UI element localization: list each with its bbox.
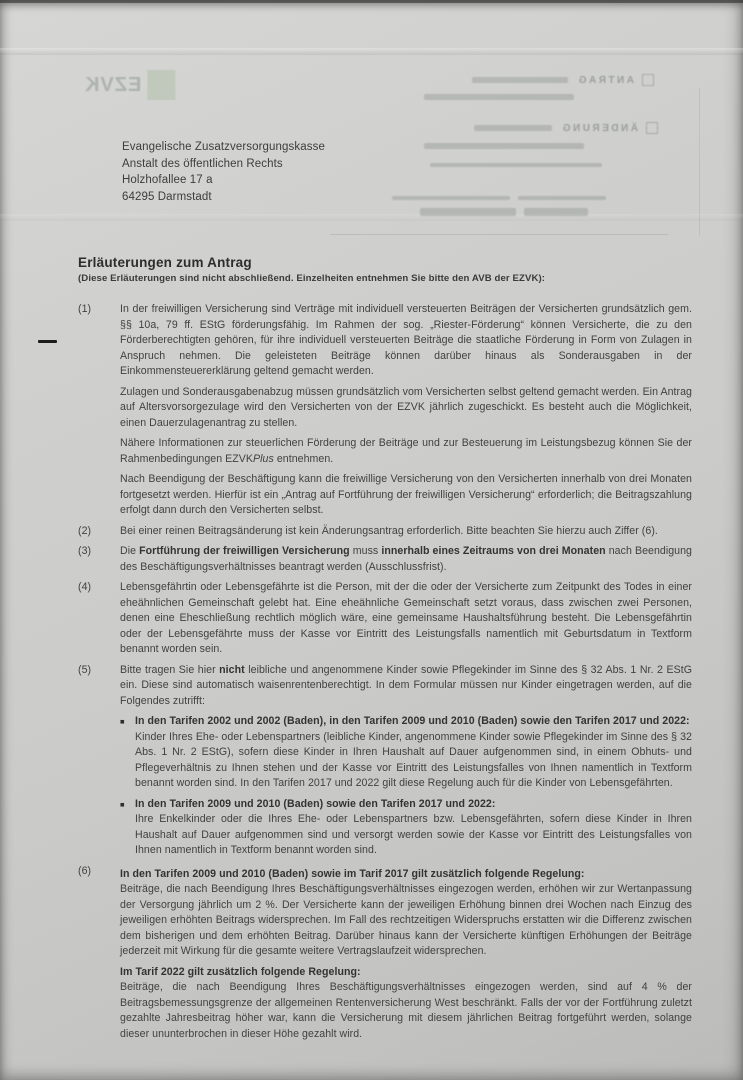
text-run: Bei einer reinen Beitragsänderung ist kein Änderungsantrag erforderlich. Bitte beachten Sie hierzu auch Ziffer (6). xyxy=(120,524,658,537)
explanation-item xyxy=(78,524,692,545)
bleed-line-aenderung xyxy=(390,122,658,134)
text-run: Fortführung der freiwilligen Versicherung xyxy=(139,545,350,557)
bullet-heading xyxy=(135,714,692,730)
text-run: entnehmen. xyxy=(273,452,334,465)
sender-line: Holzhofallee 17 a xyxy=(122,174,213,186)
item-body xyxy=(120,864,692,1048)
text-run: Kinder Ihres Ehe- oder Lebenspartners (leibliche Kinder, angenommene Kinder sowie Pflegekinder im Sinne des § 32 Abs. 1 Nr. 2 EStG), sofern diese Kinder in Ihren Haushalt auf Dauer aufgenommen sind, in einem Obhuts- und Pflegeverhältnis zu Ihnen stehen und der Kasse vor Eintritt des Leistungsfalles von Ihnen namentlich in Textform benannt worden sind. In den Tarifen 2017 und 2022 gilt diese Regelung auch für die Kinder von Lebensgefährten. xyxy=(135,730,692,789)
logo-square-icon xyxy=(147,70,175,100)
text-run: nicht xyxy=(219,663,245,676)
paragraph xyxy=(120,472,692,519)
paragraph xyxy=(120,302,692,380)
text-run: leibliche und angenommene Kinder sowie Pflegekinder im Sinne des § 32 Abs. 1 Nr. 2 EStG ein. Diese sind automatisch waisenrentenberechtigt. In dem Formular müssen nur Kinder eingetragen werden, auf die Folgendes zutrifft: xyxy=(120,663,692,707)
text-run: Beiträge, die nach Beendigung Ihres Beschäftigungsverhältnisses eingezogen werden, erhöhen wir zur Wertanpassung der Versorgung jährlich um 2 %. Der Versicherte kann der jeweiligen Erhöhung binnen drei Wochen nach Einzug des jeweiligen erhöhten Beitrags widersprechen. Im Fall des rechtzeitigen Widerspruchs erstatten wir die Differenz zwischen dem bisherigen und dem erhöhten Beitrag. Darüber hinaus kann der Versicherte künftigen Erhöhungen der Beiträge jederzeit mit Wirkung für die gesamte weitere Vertragslaufzeit widersprechen. xyxy=(120,883,692,957)
bleed-blur-bar xyxy=(424,143,584,149)
bleed-blur-bar xyxy=(392,196,510,200)
bullet-text xyxy=(135,730,692,792)
bullet-item xyxy=(120,714,692,792)
explanation-item xyxy=(78,864,692,1048)
bullet-item xyxy=(120,797,692,859)
bullet-heading xyxy=(135,797,692,813)
text-run: In den Tarifen 2009 und 2010 (Baden) sowie im Tarif 2017 gilt zusätzlich folgende Regelung: xyxy=(120,867,585,880)
paragraph xyxy=(120,663,692,710)
item-number: (1) xyxy=(78,303,92,315)
bleed-word-aenderung: ÄNDERUNG xyxy=(560,122,638,134)
item-body xyxy=(120,544,692,580)
text-run: Die xyxy=(120,545,140,557)
bleed-form-labels xyxy=(392,196,606,200)
bullet-square-icon: ■ xyxy=(120,799,125,809)
paragraph xyxy=(120,980,692,1042)
ezvk-logo-bleed-through xyxy=(84,70,175,100)
explanation-item xyxy=(78,663,692,864)
bleed-form-rule xyxy=(330,234,668,235)
explanations-list xyxy=(78,302,692,1047)
bleed-blur-bar xyxy=(424,94,574,100)
explanation-item xyxy=(78,544,692,580)
item-number: (2) xyxy=(78,524,92,537)
paper-top-edge xyxy=(0,0,743,3)
bleed-line xyxy=(430,163,602,167)
paragraph xyxy=(120,436,692,467)
explanation-item xyxy=(78,302,692,524)
logo-text: EZVK xyxy=(84,73,142,96)
fold-crease xyxy=(0,48,743,55)
bleed-line xyxy=(424,143,584,149)
sender-line: Evangelische Zusatzversorgungskasse xyxy=(122,141,325,153)
text-run: Beiträge, die nach Beendigung Ihres Beschäftigungsverhältnisses eingezogen werden, sind auf 4 % der Beitragsbemessungsgrenze der allgemeinen Rentenversicherung West beschränkt. Falls der vor der Fortführung zuletzt gezahlte Jahresbeitrag höher war, kann die Versicherung mit diesem jährlichen Beitrag fortgeführt werden, solange dieser ununterbrochen in dieser Höhe gezahlt wird. xyxy=(120,981,692,1040)
paragraph xyxy=(120,867,692,883)
paragraph xyxy=(120,544,692,575)
paragraph xyxy=(120,385,692,432)
title-block xyxy=(78,255,678,284)
bleed-blur-bar xyxy=(518,196,606,200)
sender-line: 64295 Darmstadt xyxy=(122,190,212,203)
item-body xyxy=(120,524,692,545)
item-body xyxy=(120,580,692,663)
text-run: nach Beendigung des Beschäftigungsverhältnisses beantragt werden (Ausschlussfrist). xyxy=(120,545,693,573)
bullet-content xyxy=(135,714,692,792)
text-run: Ihre Enkelkinder oder die Ihres Ehe- oder Lebenspartners bzw. Lebensgefährten, sofern diese Kinder in Ihren Haushalt auf Dauer aufgenommen sind und versorgt werden sowie der Kasse vor Eintritt des Leistungsfalles von Ihnen namentlich in Textform benannt worden sind. xyxy=(135,813,692,856)
text-run: Bitte tragen Sie hier xyxy=(120,663,220,676)
page-title: Erläuterungen zum Antrag xyxy=(78,255,252,270)
text-run: Plus xyxy=(253,452,274,465)
bleed-checkbox-outline xyxy=(646,122,658,134)
item-number: (5) xyxy=(78,663,92,676)
text-run: Nach Beendigung der Beschäftigung kann die freiwillige Versicherung von den Versicherten innerhalb von drei Monaten fortgesetzt werden. Hierfür ist ein „Antrag auf Fortführung der freiwilligen Versicherung“ erforderlich; die Beitragszahlung erfolgt dann durch den Versicherten selbst. xyxy=(120,473,692,516)
paragraph xyxy=(120,580,692,658)
bleed-blur-bar xyxy=(472,77,568,83)
text-run: In den Tarifen 2009 und 2010 (Baden) sowie den Tarifen 2017 und 2022: xyxy=(135,797,496,810)
bleed-line-antrag xyxy=(392,74,654,86)
bleed-blur-bar xyxy=(430,163,602,167)
sender-line: Anstalt des öffentlichen Rechts xyxy=(122,157,283,170)
paragraph xyxy=(120,524,692,540)
paragraph xyxy=(120,882,692,960)
item-body xyxy=(120,663,692,864)
item-number: (4) xyxy=(78,581,92,593)
text-run: In der freiwilligen Versicherung sind Verträge mit individuell versteuerten Beiträgen der Versicherten grundsätzlich gem. §§ 10a, 79 ff. EStG förderungsfähig. Im Rahmen der sog. „Riester-Förderung“ können Versicherte, die zu den Förderberechtigten gehören, für ihre individuell versteuerten Beiträge die staatliche Förderung in Form von Zulagen in Anspruch nehmen. Die geleisteten Beiträge können darüber hinaus als Sonderausgaben in der Einkommensteuererklärung geltend gemacht werden. xyxy=(120,303,692,377)
text-run: Zulagen und Sonderausgabenabzug müssen grundsätzlich vom Versicherten selbst geltend gemacht werden. Ein Antrag auf Altersvorsorgezulage wird den Versicherten von der EZVK jährlich zugeschickt. Es besteht auch die Möglichkeit, einen Dauerzulagenantrag zu stellen. xyxy=(120,385,692,429)
bullet-content xyxy=(135,797,692,859)
bullet-text xyxy=(135,812,692,859)
sender-address-block xyxy=(122,139,325,205)
bullet-square-icon: ■ xyxy=(120,717,125,726)
margin-fold-mark xyxy=(38,340,57,343)
text-run: muss xyxy=(349,545,382,557)
text-run: In den Tarifen 2002 und 2002 (Baden), in den Tarifen 2009 und 2010 (Baden) sowie den Tarifen 2017 und 2022: xyxy=(135,715,690,727)
text-run: Nähere Informationen zur steuerlichen Förderung der Beiträge und zur Besteuerung im Leistungsbezug können Sie der Rahmenbedingungen EZVK xyxy=(120,437,692,465)
bleed-blur-bar xyxy=(474,125,552,131)
explanation-item xyxy=(78,580,692,663)
bleed-word-antrag: ANTRAG xyxy=(576,74,634,86)
text-run: Lebensgefährtin oder Lebensgefährte ist die Person, mit der die oder der Versicherte zum Zeitpunkt des Todes in einer eheähnlichen Gemeinschaft gelebt hat. Eine eheähnliche Gemeinschaft setzt voraus, dass zwischen zwei Personen, denen eine Eheschließung rechtlich möglich wäre, eine gemeinsame Haushaltsführung besteht. Die Lebensgefährtin oder der Lebensgefährte muss der Kasse vor Eintritt des Leistungsfalls namentlich mit Geburtsdatum in Textform benannt worden sein. xyxy=(120,581,692,655)
item-number: (3) xyxy=(78,545,92,557)
page-subtitle: (Diese Erläuterungen sind nicht abschließend. Einzelheiten entnehmen Sie bitte den AVB der EZVK): xyxy=(78,273,546,284)
item-body xyxy=(120,302,692,524)
paragraph xyxy=(120,965,692,981)
text-run: innerhalb eines Zeitraums von drei Monaten xyxy=(381,545,606,557)
bleed-form-border xyxy=(699,88,700,236)
bleed-line xyxy=(424,94,574,100)
item-number: (6) xyxy=(78,864,92,877)
bleed-checkbox-outline xyxy=(642,74,654,86)
fold-crease xyxy=(0,214,743,221)
text-run: Im Tarif 2022 gilt zusätzlich folgende Regelung: xyxy=(120,965,361,978)
